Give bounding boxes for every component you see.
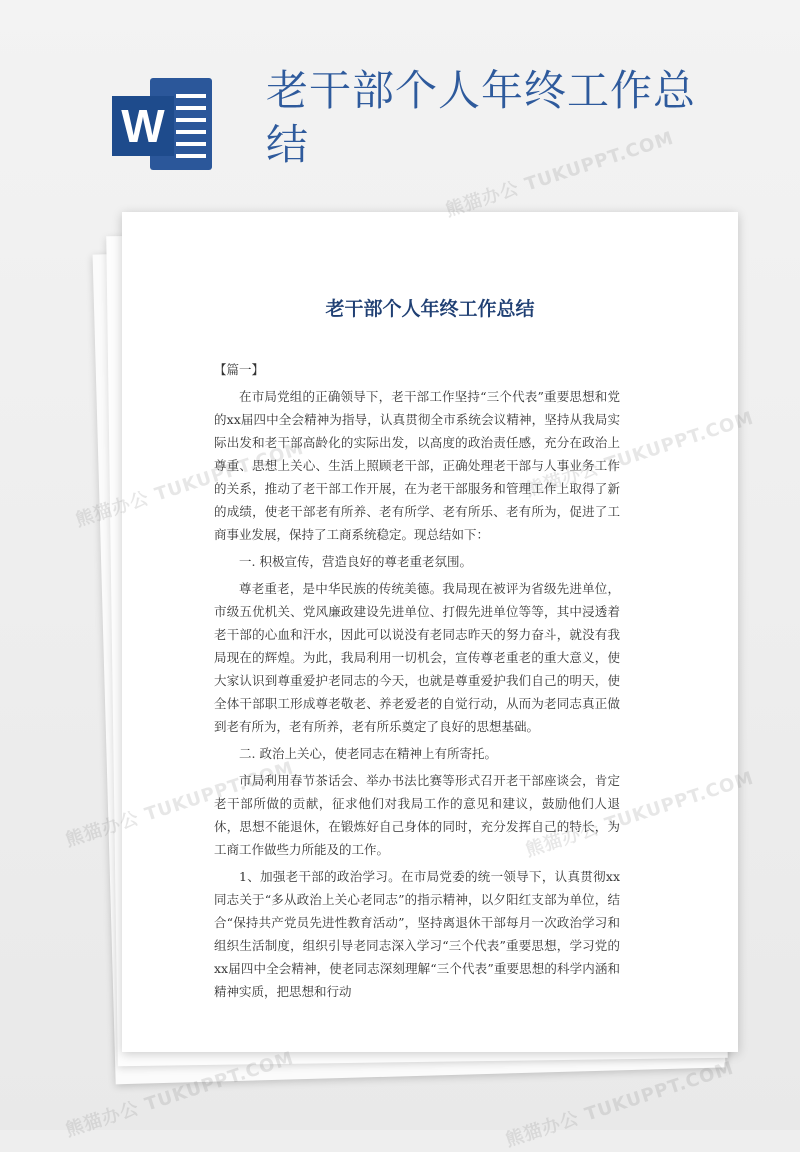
paragraph: 市局利用春节茶话会、举办书法比赛等形式召开老干部座谈会，肯定老干部所做的贡献，征求他们对我局工作的意见和建议，鼓励他们人退休，思想不能退休，在锻炼好自己身体的同时，充分发挥自己的特长，为工商工作做些力所能及的工作。 [214, 773, 620, 857]
paragraph: 尊老重老，是中华民族的传统美德。我局现在被评为省级先进单位，市级五优机关、党风廉政建设先进单位、打假先进单位等等，其中浸透着老干部的心血和汗水，因此可以说没有老同志昨天的努力奋斗，就没有我局现在的辉煌。为此，我局利用一切机会，宣传尊老重老的重大意义，使大家认识到尊重爱护老同志的今天，也就是尊重爱护我们自己的明天，使全体干部职工形成尊老敬老、养老爱老的自觉行动，从而为老同志真正做到老有所为，老有所养，老有所乐奠定了良好的思想基础。 [214, 581, 620, 734]
document-body [214, 358, 620, 1007]
section-heading: 一. 积极宣传，营造良好的尊老重老氛围。 [239, 554, 472, 569]
paragraph: 1、加强老干部的政治学习。在市局党委的统一领导下，认真贯彻xx同志关于“多从政治上关心老同志”的指示精神，以夕阳红支部为单位，结合“保持共产党员先进性教育活动”，坚持离退休干部每月一次政治学习和组织生活制度，组织引导老同志深入学习“三个代表”重要思想，学习党的xx届四中全会精神，使老同志深刻理解“三个代表”重要思想的科学内涵和精神实质，把思想和行动 [214, 869, 620, 999]
paragraph: 在市局党组的正确领导下，老干部工作坚持“三个代表”重要思想和党的xx届四中全会精神为指导，认真贯彻全市系统会议精神，坚持从我局实际出发和老干部高龄化的实际出发，以高度的政治责任感，充分在政治上尊重、思想上关心、生活上照顾老干部，正确处理老干部与人事业务工作的关系，推动了老干部工作开展，在为老干部服务和管理工作上取得了新的成绩，使老干部老有所养、老有所学、老有所乐、老有所为，促进了工商事业发展，保持了工商系统稳定。现总结如下： [214, 389, 620, 542]
word-document-icon [112, 78, 216, 170]
header-title: 老干部个人年终工作总结 [266, 66, 697, 169]
document-page [122, 212, 738, 1052]
section-label: 【篇一】 [214, 362, 265, 377]
section-heading: 二. 政治上关心，使老同志在精神上有所寄托。 [239, 746, 497, 761]
document-title: 老干部个人年终工作总结 [325, 298, 535, 320]
word-icon-letter: W [112, 96, 174, 156]
